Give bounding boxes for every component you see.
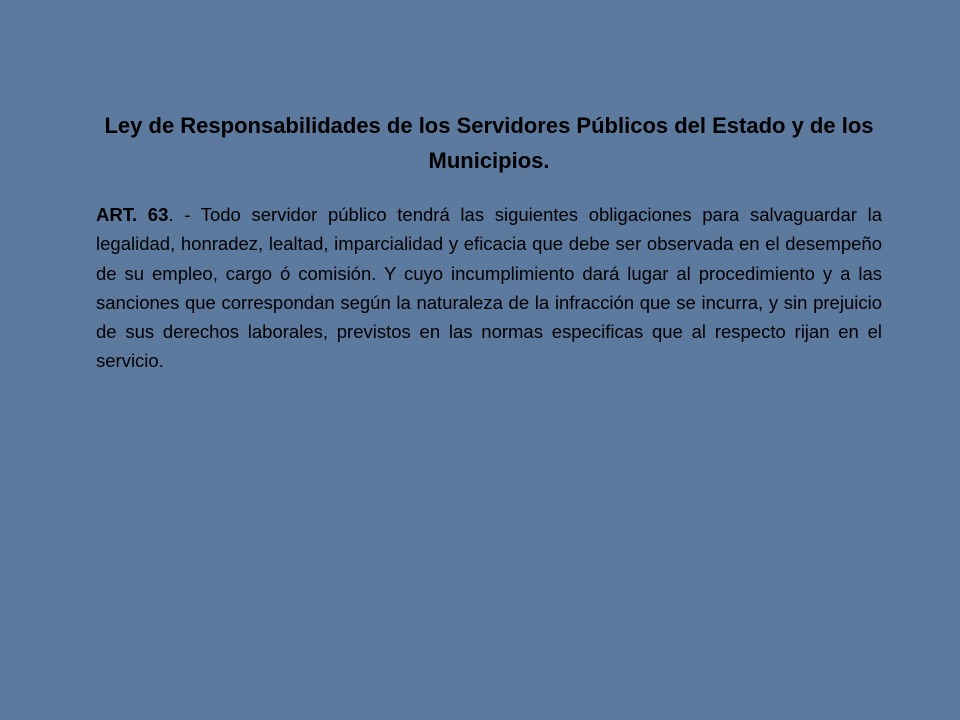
article-paragraph xyxy=(96,200,882,376)
article-text: . - Todo servidor público tendrá las siguientes obligaciones para salvaguardar la legalidad, honradez, lealtad, imparcialidad y eficacia que debe ser observada en el desempeño de su empleo, cargo ó comisión. Y cuyo incumplimiento dará lugar al procedimiento y a las sanciones que correspondan según la naturaleza de la infracción que se incurra, y sin prejuicio de sus derechos laborales, previstos en las normas especificas que al respecto rijan en el servicio. xyxy=(96,204,883,372)
article-label: ART. 63 xyxy=(96,204,169,225)
document-title: Ley de Responsabilidades de los Servidores Públicos del Estado y de los Municipios. xyxy=(104,113,874,173)
